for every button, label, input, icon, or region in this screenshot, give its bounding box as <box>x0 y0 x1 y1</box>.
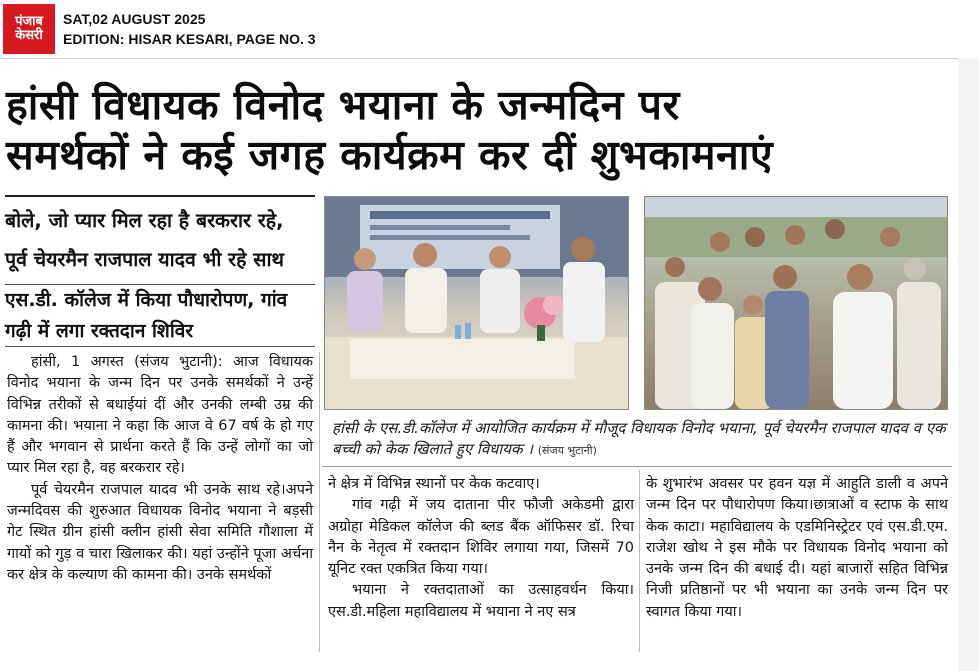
column-1-paragraph-2: पूर्व चेयरमैन राजपाल यादव भी उनके साथ रहे।अपने जन्मदिवस की शुरुआत विधायक विनोद भयाना ने बड़सी गेट स्थित ग्रीन हांसी क्लीन हांसी सेवा समिति गौशाला में गायों को गुड़ व चारा खिलाकर की। यहां उन्होंने पूजा अर्चना कर क्षेत्र के कल्याण की कामना की। उनके समर्थकों <box>7 481 313 583</box>
headline-line-2: समर्थकों ने कई जगह कार्यक्रम कर दीं शुभकामनाएं <box>6 131 774 179</box>
photo-college-event <box>324 196 629 410</box>
article-headline <box>6 80 974 180</box>
photo-cake-feeding-illustration <box>645 197 947 409</box>
caption-text: हांसी के एस.डी.कॉलेज में आयोजित कार्यक्रम में मौजूद विधायक विनोद भयाना, पूर्व चेयरमैन राजपाल यादव व एक बच्ची को केक खिलाते हुए विधायक । <box>332 419 946 458</box>
photo-caption <box>332 418 948 461</box>
logo-line-2: केसरी <box>15 28 43 43</box>
subheadline-1-line-2: पूर्व चेयरमैन राजपाल यादव भी रहे साथ <box>5 248 284 271</box>
photo-cake-feeding <box>644 196 948 410</box>
subheadline-1-line-1: बोले, जो प्यार मिल रहा है बरकरार रहे, <box>5 209 284 232</box>
article-column-3 <box>646 474 948 623</box>
publication-date: SAT,02 AUGUST 2025 <box>63 11 206 27</box>
subheadline-2-line-2: गढ़ी में लगा रक्तदान शिविर <box>5 320 194 342</box>
masthead-bar <box>0 0 979 59</box>
article-column-1 <box>7 352 313 586</box>
headline-line-1: हांसी विधायक विनोद भयाना के जन्मदिन पर <box>6 81 680 129</box>
column-divider-2 <box>639 470 640 652</box>
edition-meta <box>63 9 316 49</box>
photo-college-event-illustration <box>325 197 628 409</box>
edition-info: EDITION: HISAR KESARI, PAGE NO. 3 <box>63 31 316 47</box>
column-2-paragraph-1: ने क्षेत्र में विभिन्न स्थानों पर केक कटवाए। <box>328 476 540 492</box>
article-column-2 <box>328 474 634 623</box>
column-2-paragraph-3: भयाना ने रक्तदाताओं का उत्साहवर्धन किया। एस.डी.महिला महाविद्यालय में भयाना ने नए सत्र <box>328 582 634 620</box>
caption-divider <box>322 466 952 467</box>
caption-credit: (संजय भुटानी) <box>537 444 597 457</box>
column-3-paragraph-1: के शुभारंभ अवसर पर हवन यज्ञ में आहुति डाली व अपने जन्म दिन पर पौधारोपण किया।छात्राओं व स्टाफ के साथ केक काटा। महाविद्यालय के एडमिनिस्ट्रेटर एवं एस.डी.एम. राजेश खोथ ने इस मौके पर विधायक विनोद भयाना को उनके जन्म दिन की बधाई दी। यहां बाजारों सहित विभिन्न निजी प्रतिष्ठानों पर भी भयाना का उनके जन्म दिन पर स्वागत किया गया। <box>646 476 948 620</box>
subheadline-2-line-1: एस.डी. कॉलेज में किया पौधारोपण, गांव <box>5 289 288 311</box>
column-divider-1 <box>319 352 320 652</box>
column-2-paragraph-2: गांव गढ़ी में जय दाताना पीर फौजी अकेडमी द्वारा अग्रोहा मेडिकल कॉलेज की ब्लड बैंक ऑफिसर डॉ. रिचा नैन के नेतृत्व में रक्तदान शिविर लगाया गया, जिसमें 70 यूनिट रक्त एकत्रित किया गया। <box>328 497 634 578</box>
column-1-paragraph-1: हांसी, 1 अगस्त (संजय भुटानी): आज विधायक विनोद भयाना के जन्म दिन पर उनके समर्थकों ने उन्हें विभिन्न तरीकों से बधाईयां दीं और उनकी लम्बी उम्र की कामना की। भयाना ने कहा कि आज वे 67 वर्ष के हो गए हैं और भगवान से प्रार्थना करते हैं कि उन्हें लोगों का जो प्यार मिल रहा है, वह बरकरार रहे। <box>7 354 313 477</box>
logo-line-1: पंजाब <box>15 14 43 30</box>
subheadline-2 <box>5 284 315 347</box>
subheadline-1 <box>5 195 315 285</box>
newspaper-logo <box>3 4 55 54</box>
page-edge-strip <box>958 58 979 671</box>
